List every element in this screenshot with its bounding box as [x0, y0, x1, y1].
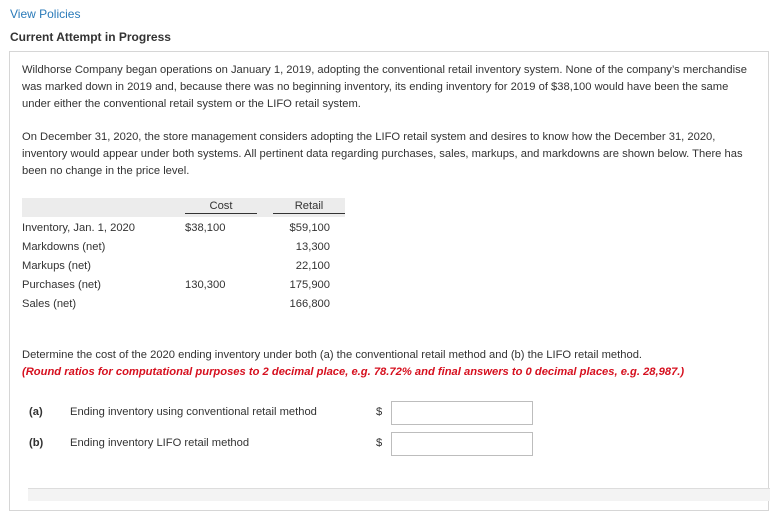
answer-label: Ending inventory using conventional retail method [70, 406, 317, 418]
currency-symbol: $ [376, 437, 383, 449]
answer-tag: (b) [29, 437, 44, 449]
row-retail: 13,300 [295, 241, 330, 253]
answer-label: Ending inventory LIFO retail method [70, 437, 250, 449]
table-row [22, 298, 345, 317]
problem-paragraph-1: Wildhorse Company began operations on January 1, 2019, adopting the conventional retail inventory system. None of the company’s merchandise was marked down in 2019 and, because there was no beginning inventory, its ending inventory for 2019 of $38,100 would have been the same under either the conventional retail system or the LIFO retail system. [22, 64, 747, 110]
table-row [22, 222, 345, 241]
attempt-title: Current Attempt in Progress [10, 30, 171, 44]
problem-paragraph-2: On December 31, 2020, the store management considers adopting the LIFO retail system and desires to know how the December 31, 2020, inventory would appear under both systems. All pertinent data regarding purchases, sales, markups, and markdowns are shown below. There has been no change in the price level. [22, 131, 743, 177]
row-retail: 175,900 [289, 279, 330, 291]
conventional-retail-input[interactable] [391, 401, 533, 425]
next-section-strip [28, 488, 770, 501]
row-cost: 130,300 [185, 279, 226, 291]
answer-row-a [22, 401, 542, 425]
column-header-retail: Retail [273, 200, 345, 214]
answer-tag: (a) [29, 406, 43, 418]
row-label: Sales (net) [22, 298, 77, 310]
table-row [22, 279, 345, 298]
rounding-instruction: (Round ratios for computational purposes to 2 decimal place, e.g. 78.72% and final answers to 0 decimal places, e.g. 28,987.) [22, 366, 685, 378]
question-prompt: Determine the cost of the 2020 ending inventory under both (a) the conventional retail method and (b) the LIFO retail method. [22, 349, 643, 361]
row-retail: 22,100 [295, 260, 330, 272]
currency-symbol: $ [376, 406, 383, 418]
question-panel [9, 51, 769, 511]
row-retail: 166,800 [289, 298, 330, 310]
row-retail: $59,100 [289, 222, 330, 234]
table-row [22, 260, 345, 279]
row-cost: $38,100 [185, 222, 226, 234]
column-header-cost: Cost [185, 200, 257, 214]
view-policies-link[interactable]: View Policies [10, 7, 81, 21]
row-label: Purchases (net) [22, 279, 101, 291]
row-label: Markdowns (net) [22, 241, 106, 253]
lifo-retail-input[interactable] [391, 432, 533, 456]
row-label: Markups (net) [22, 260, 92, 272]
table-row [22, 241, 345, 260]
row-label: Inventory, Jan. 1, 2020 [22, 222, 135, 234]
answer-row-b [22, 432, 542, 456]
